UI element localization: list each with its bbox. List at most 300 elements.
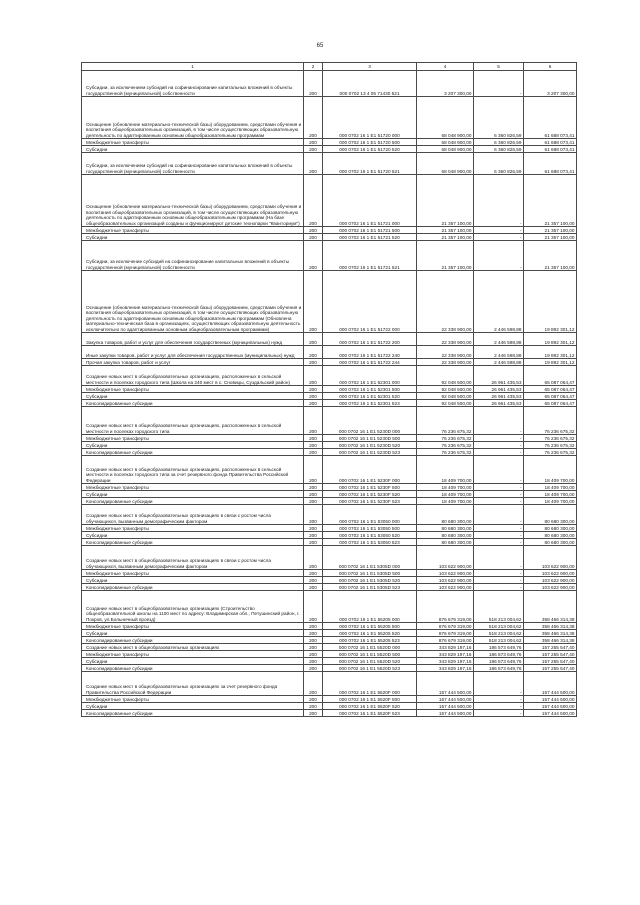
row-code-cell: 000 0702 16 1 E1 51720 000 [323,97,417,139]
row-amount-approved-cell: 80 680 300,00 [417,505,474,525]
table-row [82,623,577,630]
row-code-cell: 000 0702 16 1 E1 5520D 523 [323,665,417,672]
row-amount-remaining-cell: 61 688 073,41 [524,153,577,175]
row-amount-approved-cell: 80 680 300,00 [417,532,474,539]
table-row [82,484,577,491]
row-code-cell: 000 0702 16 1 E1 5520D 000 [323,644,417,651]
row-amount-approved-cell: 876 679 319,00 [417,591,474,623]
row-amount-remaining-cell: 80 680 300,00 [524,505,577,525]
row-amount-approved-cell: 68 048 900,00 [417,139,474,146]
row-admin-cell: 200 [304,577,323,584]
row-name-cell: Создание новых мест в общеобразовательных организациях [82,644,304,651]
row-admin-cell: 200 [304,435,323,442]
table-row [82,672,577,696]
row-code-cell: 000 0702 16 1 E1 5520D 520 [323,658,417,665]
table-row [82,449,577,456]
row-name-cell: Субсидии [82,491,304,498]
header-cell: 2 [304,63,323,71]
row-name-cell: Создание новых мест в общеобразовательных организациях (Строительство общеобразовательной школы на 1100 мест по адресу: Владимирская обл., Петушинский район, г. Покров, ул.Больничный проезд) [82,591,304,623]
row-amount-approved-cell: 68 048 900,00 [417,153,474,175]
row-amount-approved-cell: 76 236 675,32 [417,442,474,449]
row-name-cell: Иные закупки товаров, работ и услуг для обеспечения государственных (муниципальных) нужд [82,346,304,359]
row-amount-remaining-cell: 157 255 547,40 [524,644,577,651]
table-row [82,456,577,484]
row-amount-remaining-cell: 65 087 064,47 [524,366,577,386]
row-amount-remaining-cell: 18 409 700,00 [524,498,577,505]
table-row [82,505,577,525]
row-name-cell: Консолидированные субсидии [82,449,304,456]
row-name-cell: Консолидированные субсидии [82,584,304,591]
row-name-cell: Прочая закупка товаров, работ и услуг [82,359,304,366]
row-amount-approved-cell: 68 048 900,00 [417,97,474,139]
row-amount-remaining-cell: 157 444 500,00 [524,696,577,703]
row-code-cell: 000 0702 16 1 E1 53050 000 [323,505,417,525]
row-amount-remaining-cell: 65 087 064,47 [524,393,577,400]
row-amount-executed-cell: - [474,584,524,591]
table-row [82,539,577,546]
row-amount-executed-cell: - [474,570,524,577]
table-row [82,442,577,449]
row-admin-cell: 200 [304,658,323,665]
row-name-cell: Создание новых мест в общеобразовательных организациях за счет резервного фонда Правительства Российской Федерации [82,672,304,696]
table-row [82,644,577,651]
row-code-cell: 000 0702 16 1 E1 5520F 520 [323,703,417,710]
row-admin-cell: 200 [304,71,323,97]
row-amount-approved-cell: 343 829 197,16 [417,658,474,665]
row-name-cell: Создание новых мест в общеобразовательных организациях, расположенных в сельской местности и поселках городского типа (Школа на 240 мест в с. Сновицы, Суздальский район) [82,366,304,386]
row-code-cell: 000 0702 16 1 E1 5230F 520 [323,491,417,498]
row-code-cell: 000 0702 16 1 E1 5230F 000 [323,456,417,484]
row-admin-cell: 200 [304,366,323,386]
row-amount-executed-cell: - [474,710,524,717]
row-admin-cell: 200 [304,359,323,366]
row-amount-approved-cell: 92 048 500,00 [417,386,474,393]
row-code-cell: 000 0702 16 1 E1 55205 523 [323,637,417,644]
row-code-cell: 000 0702 16 1 E1 51721 500 [323,227,417,234]
row-admin-cell: 200 [304,333,323,346]
row-amount-executed-cell: 186 573 649,76 [474,658,524,665]
table-row [82,491,577,498]
row-code-cell: 000 0702 16 1 E1 51720 521 [323,153,417,175]
row-amount-approved-cell: 22 338 900,00 [417,346,474,359]
row-name-cell: Консолидированные субсидии [82,498,304,505]
row-code-cell: 000 0702 16 1 E1 5305D 000 [323,546,417,570]
row-amount-executed-cell: 2 446 598,88 [474,346,524,359]
row-amount-executed-cell: - [474,546,524,570]
row-amount-approved-cell: 92 048 500,00 [417,393,474,400]
table-row [82,407,577,435]
row-amount-approved-cell: 21 357 100,00 [417,175,474,227]
row-name-cell: Субсидии [82,234,304,241]
row-amount-remaining-cell: 76 236 675,32 [524,435,577,442]
budget-table-wrapper [81,62,576,717]
row-name-cell: Оснащение (обновление материально-технической базы) оборудованием, средствами обучения и воспитания общеобразовательных организаций, в том числе осуществляющих образовательную деятельность по адаптированным основным общеобразовательным программам (Обновлена материально-техническая база в организациях, осуществляющих образовательную деятельность исключительно по адаптированным основным общеобразовательным программам) [82,271,304,333]
row-amount-remaining-cell: 19 892 301,12 [524,271,577,333]
row-amount-remaining-cell: 80 680 300,00 [524,532,577,539]
row-amount-executed-cell: - [474,484,524,491]
row-admin-cell: 200 [304,505,323,525]
row-amount-remaining-cell: 18 409 700,00 [524,456,577,484]
row-amount-executed-cell: 6 360 826,59 [474,146,524,153]
row-amount-executed-cell: - [474,505,524,525]
table-row [82,359,577,366]
row-admin-cell: 200 [304,644,323,651]
table-row [82,271,577,333]
row-amount-executed-cell: 186 573 649,76 [474,665,524,672]
row-name-cell: Оснащение (обновление материально-технической базы) оборудованием, средствами обучения и воспитания общеобразовательных организаций, в том числе осуществляющих образовательную деятельность по адаптированным основным общеобразовательным программам (На базе общеобразовательных организаций созданы и функционируют детские технопарки "Кванториум") [82,175,304,227]
table-row [82,153,577,175]
row-amount-executed-cell: 26 961 435,53 [474,366,524,386]
row-name-cell: Межбюджетные трансферты [82,227,304,234]
row-name-cell: Консолидированные субсидии [82,400,304,407]
row-name-cell: Субсидии [82,703,304,710]
row-amount-executed-cell: - [474,498,524,505]
row-amount-remaining-cell: 21 357 100,00 [524,227,577,234]
row-admin-cell: 200 [304,146,323,153]
row-code-cell: 000 0702 16 1 E1 51722 200 [323,333,417,346]
row-name-cell: Субсидии [82,577,304,584]
row-admin-cell: 200 [304,584,323,591]
row-name-cell: Создание новых мест в общеобразовательных организациях в связи с ростом числа обучающихся, вызванным демографическим фактором [82,546,304,570]
row-code-cell: 000 0702 16 1 E1 52301 520 [323,393,417,400]
row-amount-remaining-cell: 18 409 700,00 [524,491,577,498]
row-amount-executed-cell: 26 961 435,53 [474,400,524,407]
table-row [82,525,577,532]
row-amount-remaining-cell: 103 622 900,00 [524,546,577,570]
row-code-cell: 000 0702 16 1 E1 5520F 500 [323,696,417,703]
row-amount-approved-cell: 76 236 675,32 [417,449,474,456]
row-code-cell: 000 0702 16 1 E1 51722 240 [323,346,417,359]
row-code-cell: 000 0702 16 1 E1 55205 520 [323,630,417,637]
row-amount-executed-cell: 186 573 649,76 [474,644,524,651]
row-name-cell: Закупка товаров, работ и услуг для обеспечения государственных (муниципальных) нужд [82,333,304,346]
row-amount-remaining-cell: 19 892 301,12 [524,333,577,346]
row-amount-remaining-cell: 21 357 100,00 [524,241,577,271]
row-code-cell: 000 0702 16 1 E1 55205 000 [323,591,417,623]
row-admin-cell: 200 [304,386,323,393]
row-amount-remaining-cell: 80 680 300,00 [524,539,577,546]
row-admin-cell: 200 [304,637,323,644]
header-cell: 1 [82,63,304,71]
row-amount-approved-cell: 80 680 300,00 [417,539,474,546]
table-row [82,637,577,644]
row-amount-remaining-cell: 18 409 700,00 [524,484,577,491]
row-code-cell: 000 0702 16 1 E1 52301 500 [323,386,417,393]
row-admin-cell: 200 [304,651,323,658]
row-name-cell: Межбюджетные трансферты [82,570,304,577]
row-amount-executed-cell: - [474,442,524,449]
table-row [82,139,577,146]
row-name-cell: Субсидии, за исключением субсидий на софинансирование капитальных вложений в объекты государственной (муниципальной) собственности [82,153,304,175]
header-cell: 4 [417,63,474,71]
row-amount-executed-cell: - [474,491,524,498]
row-amount-approved-cell: 157 444 500,00 [417,672,474,696]
row-amount-remaining-cell: 157 255 547,40 [524,658,577,665]
row-name-cell: Консолидированные субсидии [82,710,304,717]
row-name-cell: Консолидированные субсидии [82,637,304,644]
row-amount-remaining-cell: 157 444 500,00 [524,703,577,710]
row-name-cell: Межбюджетные трансферты [82,484,304,491]
row-admin-cell: 200 [304,665,323,672]
row-amount-remaining-cell: 65 087 064,47 [524,400,577,407]
row-amount-executed-cell: - [474,577,524,584]
row-amount-approved-cell: 22 338 900,00 [417,271,474,333]
row-amount-approved-cell: 18 409 700,00 [417,498,474,505]
row-admin-cell: 200 [304,539,323,546]
table-row [82,577,577,584]
row-amount-remaining-cell: 103 622 900,00 [524,570,577,577]
row-amount-executed-cell: 2 446 598,88 [474,333,524,346]
row-amount-remaining-cell: 61 688 073,41 [524,146,577,153]
row-code-cell: 000 0702 16 1 E1 53050 520 [323,532,417,539]
row-admin-cell: 200 [304,491,323,498]
table-row [82,435,577,442]
row-amount-approved-cell: 18 409 700,00 [417,456,474,484]
table-row [82,97,577,139]
row-name-cell: Субсидии, за исключение субсидий на софинансирование капитальных вложений в объекты государственной (муниципальной) собственности [82,241,304,271]
row-amount-approved-cell: 92 048 500,00 [417,366,474,386]
row-amount-approved-cell: 92 048 500,00 [417,400,474,407]
row-amount-executed-cell: - [474,703,524,710]
row-amount-approved-cell: 103 622 900,00 [417,584,474,591]
header-cell: 6 [524,63,577,71]
row-admin-cell: 200 [304,241,323,271]
row-amount-remaining-cell: 61 688 073,41 [524,139,577,146]
table-row [82,532,577,539]
row-code-cell: 000 0702 16 1 E1 5305D 523 [323,584,417,591]
table-row [82,696,577,703]
row-amount-executed-cell: 518 213 004,62 [474,623,524,630]
table-row [82,234,577,241]
row-amount-executed-cell: - [474,175,524,227]
table-row [82,658,577,665]
row-amount-executed-cell: - [474,525,524,532]
row-code-cell: 000 0702 16 1 E1 5305D 500 [323,570,417,577]
row-admin-cell: 200 [304,672,323,696]
row-amount-remaining-cell: 3 207 300,00 [524,71,577,97]
row-admin-cell: 200 [304,484,323,491]
row-name-cell: Субсидии, за исключением субсидий на софинансирование капитальных вложений в объекты государственной (муниципальной) собственности [82,71,304,97]
row-code-cell: 000 0702 16 1 E1 51721 520 [323,234,417,241]
row-amount-remaining-cell: 157 444 500,00 [524,710,577,717]
row-admin-cell: 200 [304,393,323,400]
row-amount-executed-cell: - [474,241,524,271]
row-amount-approved-cell: 103 622 900,00 [417,577,474,584]
row-admin-cell: 200 [304,449,323,456]
row-amount-approved-cell: 876 679 319,00 [417,630,474,637]
table-row [82,346,577,359]
row-name-cell: Субсидии [82,442,304,449]
row-code-cell: 000 0702 16 1 E1 5230F 523 [323,498,417,505]
row-code-cell: 000 0702 16 1 E1 5520F 000 [323,672,417,696]
row-admin-cell: 200 [304,234,323,241]
row-admin-cell: 200 [304,175,323,227]
header-cell: 5 [474,63,524,71]
row-amount-remaining-cell: 80 680 300,00 [524,525,577,532]
row-amount-approved-cell: 22 338 900,00 [417,333,474,346]
row-name-cell: Субсидии [82,630,304,637]
row-name-cell: Консолидированные субсидии [82,539,304,546]
row-amount-executed-cell: - [474,234,524,241]
row-amount-remaining-cell: 21 357 100,00 [524,175,577,227]
row-amount-approved-cell: 103 622 900,00 [417,570,474,577]
row-admin-cell: 200 [304,153,323,175]
row-amount-approved-cell: 876 679 319,00 [417,623,474,630]
row-amount-approved-cell: 76 236 675,32 [417,407,474,435]
row-amount-approved-cell: 157 444 500,00 [417,696,474,703]
row-amount-remaining-cell: 19 892 301,12 [524,346,577,359]
table-row [82,241,577,271]
table-row [82,175,577,227]
row-amount-executed-cell: - [474,407,524,435]
row-amount-executed-cell: - [474,449,524,456]
row-code-cell: 000 0702 16 1 E1 5230D 000 [323,407,417,435]
row-amount-remaining-cell: 157 255 547,40 [524,665,577,672]
row-amount-executed-cell: 2 446 598,88 [474,359,524,366]
budget-table [81,62,577,717]
row-amount-approved-cell: 343 829 197,16 [417,651,474,658]
row-amount-executed-cell: - [474,539,524,546]
row-amount-remaining-cell: 76 236 675,32 [524,442,577,449]
row-code-cell: 000 0702 16 1 E1 53050 523 [323,539,417,546]
row-amount-approved-cell: 876 679 319,00 [417,637,474,644]
row-admin-cell: 200 [304,623,323,630]
row-code-cell: 000 0702 16 1 E1 51720 520 [323,146,417,153]
row-admin-cell: 200 [304,442,323,449]
row-amount-remaining-cell: 103 622 900,00 [524,584,577,591]
row-code-cell: 000 0702 16 1 E1 5230F 500 [323,484,417,491]
table-row [82,703,577,710]
row-amount-executed-cell: 26 961 435,53 [474,386,524,393]
row-name-cell: Межбюджетные трансферты [82,623,304,630]
row-admin-cell: 200 [304,97,323,139]
table-row [82,71,577,97]
row-admin-cell: 200 [304,400,323,407]
header-cell: 3 [323,63,417,71]
row-code-cell: 000 0702 16 1 E1 5520F 523 [323,710,417,717]
row-code-cell: 000 0702 16 1 E1 5230D 520 [323,442,417,449]
row-admin-cell: 200 [304,525,323,532]
row-code-cell: 000 0702 16 1 E1 52301 000 [323,366,417,386]
row-admin-cell: 200 [304,456,323,484]
row-amount-executed-cell: - [474,532,524,539]
table-row [82,710,577,717]
row-amount-approved-cell: 3 207 300,00 [417,71,474,97]
row-amount-executed-cell: - [474,435,524,442]
row-amount-executed-cell: - [474,456,524,484]
row-name-cell: Субсидии [82,658,304,665]
row-code-cell: 000 0702 16 1 E1 51722 244 [323,359,417,366]
row-code-cell: 000 0702 16 1 E1 51722 000 [323,271,417,333]
row-name-cell: Межбюджетные трансферты [82,435,304,442]
row-admin-cell: 200 [304,346,323,359]
row-admin-cell: 200 [304,710,323,717]
row-code-cell: 000 0702 16 1 E1 5230D 500 [323,435,417,442]
row-amount-executed-cell: 26 961 435,53 [474,393,524,400]
row-code-cell: 000 0702 16 1 E1 5520D 500 [323,651,417,658]
row-code-cell: 000 0702 16 1 E1 51720 500 [323,139,417,146]
row-amount-executed-cell: - [474,696,524,703]
row-amount-executed-cell: 518 213 004,62 [474,630,524,637]
row-amount-approved-cell: 343 829 197,16 [417,665,474,672]
row-name-cell: Создание новых мест в общеобразовательных организациях, расположенных в сельской местности и поселках городского типа [82,407,304,435]
table-row [82,393,577,400]
row-name-cell: Субсидии [82,146,304,153]
table-row [82,570,577,577]
row-amount-executed-cell: - [474,227,524,234]
row-amount-approved-cell: 68 048 900,00 [417,146,474,153]
row-name-cell: Субсидии [82,393,304,400]
row-admin-cell: 200 [304,532,323,539]
table-row [82,546,577,570]
table-row [82,333,577,346]
row-admin-cell: 200 [304,407,323,435]
row-amount-remaining-cell: 358 466 314,38 [524,623,577,630]
row-amount-approved-cell: 18 409 700,00 [417,491,474,498]
row-name-cell: Межбюджетные трансферты [82,525,304,532]
table-row [82,146,577,153]
row-code-cell: 000 0702 16 1 E1 5230D 523 [323,449,417,456]
row-amount-executed-cell: 2 446 598,88 [474,271,524,333]
row-code-cell: 000 0702 16 1 E1 55205 500 [323,623,417,630]
row-amount-approved-cell: 22 338 900,00 [417,359,474,366]
row-code-cell: 000 0702 16 1 E1 52301 523 [323,400,417,407]
row-amount-executed-cell: - [474,71,524,97]
row-amount-remaining-cell: 21 357 100,00 [524,234,577,241]
row-code-cell: 000 0702 13 4 05 71430 521 [323,71,417,97]
row-name-cell: Межбюджетные трансферты [82,696,304,703]
row-code-cell: 000 0702 16 1 E1 5305D 520 [323,577,417,584]
table-row [82,400,577,407]
table-row [82,630,577,637]
row-admin-cell: 200 [304,630,323,637]
row-amount-approved-cell: 21 357 100,00 [417,227,474,234]
table-row [82,498,577,505]
row-amount-approved-cell: 76 236 675,32 [417,435,474,442]
row-name-cell: Субсидии [82,532,304,539]
row-amount-remaining-cell: 103 622 900,00 [524,577,577,584]
table-row [82,227,577,234]
row-amount-remaining-cell: 358 466 314,38 [524,591,577,623]
row-amount-executed-cell: 6 360 826,59 [474,139,524,146]
row-admin-cell: 200 [304,570,323,577]
row-name-cell: Межбюджетные трансферты [82,139,304,146]
row-amount-executed-cell: 6 360 826,59 [474,97,524,139]
row-name-cell: Создание новых мест в общеобразовательных организациях в связи с ростом числа обучающихся, вызванным демографическим фактором [82,505,304,525]
row-admin-cell: 200 [304,227,323,234]
row-amount-executed-cell: 518 213 004,62 [474,637,524,644]
row-admin-cell: 200 [304,139,323,146]
row-amount-approved-cell: 21 357 100,00 [417,241,474,271]
row-amount-executed-cell: 518 213 004,62 [474,591,524,623]
row-amount-approved-cell: 21 357 100,00 [417,234,474,241]
page-number: 65 [316,43,324,49]
row-amount-remaining-cell: 76 236 675,32 [524,449,577,456]
row-admin-cell: 200 [304,498,323,505]
row-name-cell: Межбюджетные трансферты [82,651,304,658]
row-amount-approved-cell: 18 409 700,00 [417,484,474,491]
row-amount-executed-cell: 6 360 826,59 [474,153,524,175]
row-amount-remaining-cell: 61 688 073,41 [524,97,577,139]
row-amount-remaining-cell: 76 236 675,32 [524,407,577,435]
row-code-cell: 000 0702 16 1 E1 53050 500 [323,525,417,532]
row-amount-approved-cell: 103 622 900,00 [417,546,474,570]
table-row [82,591,577,623]
table-row [82,386,577,393]
table-header-row [82,63,577,71]
row-amount-approved-cell: 157 444 500,00 [417,703,474,710]
row-admin-cell: 200 [304,696,323,703]
